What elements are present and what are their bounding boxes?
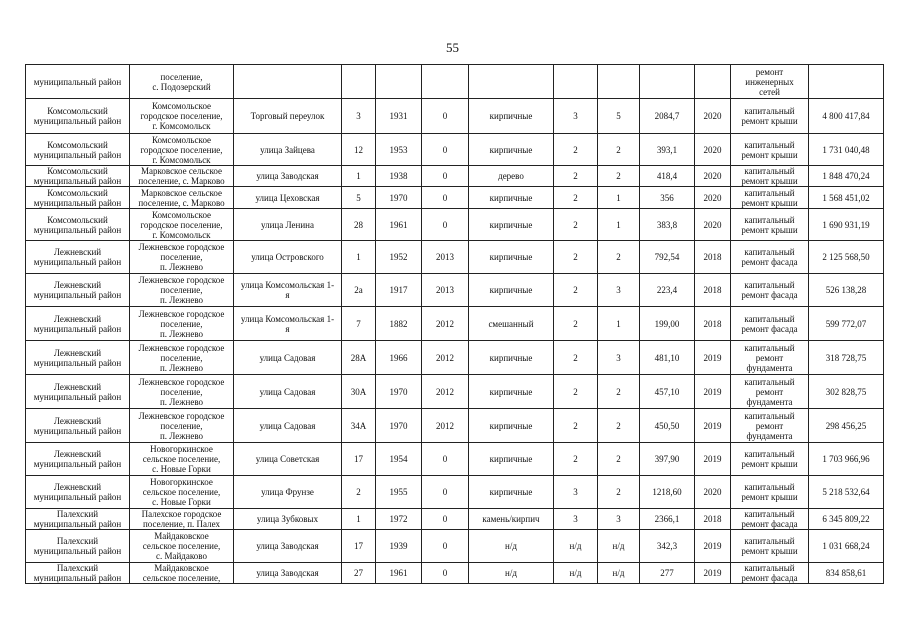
cost-cell: 1 731 040,48 [809,134,884,166]
privatization-year-cell [422,65,469,99]
build-year-cell: 1939 [376,530,422,563]
table-row [26,209,884,241]
settlement-cell: Лежневское городское поселение, п. Лежнево [130,409,234,443]
repair-year-cell: 2020 [695,476,731,509]
district-cell: Комсомольский муниципальный район [26,209,130,241]
floors-cell: 2 [554,375,598,409]
area-cell: 457,10 [640,375,695,409]
house-number-cell: 1 [342,509,376,530]
table-row [26,509,884,530]
entrances-cell: 1 [598,209,640,241]
repair-year-cell [695,65,731,99]
area-cell: 418,4 [640,166,695,187]
house-number-cell: 17 [342,443,376,476]
entrances-cell: 2 [598,443,640,476]
house-number-cell: 2а [342,274,376,307]
wall-material-cell: кирпичные [469,274,554,307]
table-row [26,563,884,584]
wall-material-cell: кирпичные [469,341,554,375]
house-number-cell: 3 [342,99,376,134]
table-row [26,476,884,509]
street-cell: улица Цеховская [234,187,342,209]
wall-material-cell: кирпичные [469,99,554,134]
table-row [26,134,884,166]
street-cell: улица Садовая [234,409,342,443]
repair-type-cell: капитальный ремонт крыши [731,443,809,476]
repair-type-cell: капитальный ремонт крыши [731,134,809,166]
build-year-cell: 1952 [376,241,422,274]
house-number-cell: 1 [342,166,376,187]
repair-year-cell: 2020 [695,187,731,209]
settlement-cell: Лежневское городское поселение, п. Лежнево [130,274,234,307]
district-cell: Лежневский муниципальный район [26,274,130,307]
repair-type-cell: капитальный ремонт фундамента [731,375,809,409]
entrances-cell: 3 [598,341,640,375]
area-cell: 792,54 [640,241,695,274]
settlement-cell: Новогоркинское сельское поселение, с. Новые Горки [130,476,234,509]
district-cell: Лежневский муниципальный район [26,307,130,341]
district-cell: Лежневский муниципальный район [26,375,130,409]
cost-cell: 298 456,25 [809,409,884,443]
privatization-year-cell: 2012 [422,341,469,375]
area-cell: 342,3 [640,530,695,563]
repair-year-cell: 2019 [695,375,731,409]
entrances-cell: 2 [598,375,640,409]
repair-year-cell: 2018 [695,509,731,530]
district-cell: Лежневский муниципальный район [26,341,130,375]
wall-material-cell: смешанный [469,307,554,341]
repair-type-cell: капитальный ремонт фасада [731,509,809,530]
area-cell: 2366,1 [640,509,695,530]
floors-cell: н/д [554,530,598,563]
street-cell: улица Садовая [234,375,342,409]
repair-type-cell: капитальный ремонт фасада [731,241,809,274]
table-row [26,341,884,375]
district-cell: Палехский муниципальный район [26,563,130,584]
repair-year-cell: 2020 [695,99,731,134]
repair-type-cell: капитальный ремонт фасада [731,563,809,584]
settlement-cell: Марковское сельское поселение, с. Марково [130,187,234,209]
table-row [26,241,884,274]
entrances-cell: 1 [598,307,640,341]
privatization-year-cell: 2012 [422,409,469,443]
build-year-cell: 1953 [376,134,422,166]
settlement-cell: Майдаковское сельское поселение, [130,563,234,584]
repair-type-cell: капитальный ремонт крыши [731,530,809,563]
repair-type-cell: капитальный ремонт фундамента [731,409,809,443]
privatization-year-cell: 0 [422,166,469,187]
house-number-cell: 1 [342,241,376,274]
street-cell: улица Садовая [234,341,342,375]
street-cell: улица Островского [234,241,342,274]
street-cell: улица Зубковых [234,509,342,530]
settlement-cell: Палехское городское поселение, п. Палех [130,509,234,530]
floors-cell: 2 [554,241,598,274]
entrances-cell: 3 [598,509,640,530]
privatization-year-cell: 0 [422,209,469,241]
cost-cell: 1 568 451,02 [809,187,884,209]
cost-cell: 599 772,07 [809,307,884,341]
page-number: 55 [446,40,459,55]
repair-type-cell: капитальный ремонт крыши [731,166,809,187]
privatization-year-cell: 0 [422,134,469,166]
area-cell: 223,4 [640,274,695,307]
repair-year-cell: 2019 [695,341,731,375]
house-number-cell: 34А [342,409,376,443]
repair-year-cell: 2019 [695,530,731,563]
house-number-cell [342,65,376,99]
repair-type-cell: капитальный ремонт крыши [731,187,809,209]
repair-year-cell: 2018 [695,274,731,307]
cost-cell: 1 031 668,24 [809,530,884,563]
privatization-year-cell: 0 [422,563,469,584]
area-cell: 383,8 [640,209,695,241]
area-cell: 199,00 [640,307,695,341]
wall-material-cell: кирпичные [469,209,554,241]
house-number-cell: 5 [342,187,376,209]
wall-material-cell: кирпичные [469,476,554,509]
repair-type-cell: капитальный ремонт фасада [731,307,809,341]
district-cell: муниципальный район [26,65,130,99]
table-row [26,375,884,409]
privatization-year-cell: 0 [422,99,469,134]
repair-year-cell: 2020 [695,166,731,187]
wall-material-cell: н/д [469,563,554,584]
table-row [26,443,884,476]
street-cell: улица Фрунзе [234,476,342,509]
settlement-cell: Лежневское городское поселение, п. Лежнево [130,375,234,409]
table-row [26,99,884,134]
area-cell: 2084,7 [640,99,695,134]
floors-cell: 2 [554,274,598,307]
repair-year-cell: 2018 [695,241,731,274]
street-cell: улица Комсомольская 1- я [234,274,342,307]
wall-material-cell: кирпичные [469,375,554,409]
table-row [26,307,884,341]
repair-year-cell: 2019 [695,563,731,584]
build-year-cell: 1966 [376,341,422,375]
wall-material-cell: кирпичные [469,134,554,166]
settlement-cell: Марковское сельское поселение, с. Марково [130,166,234,187]
build-year-cell: 1931 [376,99,422,134]
district-cell: Комсомольский муниципальный район [26,134,130,166]
entrances-cell: 2 [598,476,640,509]
district-cell: Лежневский муниципальный район [26,241,130,274]
settlement-cell: Комсомольское городское поселение, г. Комсомольск [130,134,234,166]
house-number-cell: 17 [342,530,376,563]
area-cell: 356 [640,187,695,209]
settlement-cell: Лежневское городское поселение, п. Лежнево [130,307,234,341]
district-cell: Палехский муниципальный район [26,530,130,563]
district-cell: Комсомольский муниципальный район [26,166,130,187]
table-row [26,274,884,307]
house-number-cell: 28 [342,209,376,241]
area-cell: 397,90 [640,443,695,476]
build-year-cell: 1970 [376,187,422,209]
privatization-year-cell: 0 [422,443,469,476]
cost-cell: 834 858,61 [809,563,884,584]
table-row [26,166,884,187]
floors-cell: 2 [554,341,598,375]
repair-type-cell: капитальный ремонт крыши [731,209,809,241]
wall-material-cell [469,65,554,99]
cost-cell: 526 138,28 [809,274,884,307]
floors-cell: 2 [554,134,598,166]
street-cell: улица Заводская [234,166,342,187]
entrances-cell: 2 [598,409,640,443]
repair-year-cell: 2018 [695,307,731,341]
entrances-cell: н/д [598,530,640,563]
build-year-cell: 1955 [376,476,422,509]
district-cell: Палехский муниципальный район [26,509,130,530]
district-cell: Лежневский муниципальный район [26,409,130,443]
floors-cell: 3 [554,509,598,530]
cost-cell [809,65,884,99]
build-year-cell: 1972 [376,509,422,530]
privatization-year-cell: 0 [422,530,469,563]
wall-material-cell: камень/кирпич [469,509,554,530]
house-number-cell: 27 [342,563,376,584]
district-cell: Лежневский муниципальный район [26,476,130,509]
table-row [26,409,884,443]
area-cell [640,65,695,99]
cost-cell: 1 848 470,24 [809,166,884,187]
privatization-year-cell: 0 [422,187,469,209]
house-number-cell: 2 [342,476,376,509]
table-row [26,65,884,99]
street-cell: улица Заводская [234,530,342,563]
build-year-cell: 1882 [376,307,422,341]
entrances-cell [598,65,640,99]
street-cell: улица Заводская [234,563,342,584]
table-row [26,530,884,563]
wall-material-cell: н/д [469,530,554,563]
build-year-cell: 1970 [376,409,422,443]
entrances-cell: 5 [598,99,640,134]
cost-cell: 4 800 417,84 [809,99,884,134]
district-cell: Комсомольский муниципальный район [26,187,130,209]
privatization-year-cell: 2013 [422,274,469,307]
build-year-cell: 1938 [376,166,422,187]
area-cell: 277 [640,563,695,584]
cost-cell: 2 125 568,50 [809,241,884,274]
cost-cell: 302 828,75 [809,375,884,409]
settlement-cell: Лежневское городское поселение, п. Лежнево [130,341,234,375]
floors-cell: н/д [554,563,598,584]
build-year-cell: 1917 [376,274,422,307]
entrances-cell: 2 [598,134,640,166]
floors-cell: 3 [554,99,598,134]
repair-year-cell: 2019 [695,409,731,443]
wall-material-cell: дерево [469,166,554,187]
area-cell: 393,1 [640,134,695,166]
cost-cell: 1 690 931,19 [809,209,884,241]
privatization-year-cell: 2013 [422,241,469,274]
area-cell: 481,10 [640,341,695,375]
street-cell: улица Ленина [234,209,342,241]
housing-repair-table [25,64,884,584]
street-cell [234,65,342,99]
repair-type-cell: капитальный ремонт фасада [731,274,809,307]
street-cell: Торговый переулок [234,99,342,134]
house-number-cell: 30А [342,375,376,409]
floors-cell: 2 [554,443,598,476]
repair-type-cell: капитальный ремонт крыши [731,476,809,509]
floors-cell: 2 [554,307,598,341]
repair-type-cell: ремонт инженерных сетей [731,65,809,99]
street-cell: улица Советская [234,443,342,476]
floors-cell [554,65,598,99]
privatization-year-cell: 0 [422,476,469,509]
wall-material-cell: кирпичные [469,241,554,274]
privatization-year-cell: 2012 [422,375,469,409]
settlement-cell: Новогоркинское сельское поселение, с. Новые Горки [130,443,234,476]
wall-material-cell: кирпичные [469,409,554,443]
table-row [26,187,884,209]
cost-cell: 5 218 532,64 [809,476,884,509]
district-cell: Лежневский муниципальный район [26,443,130,476]
wall-material-cell: кирпичные [469,443,554,476]
area-cell: 1218,60 [640,476,695,509]
cost-cell: 1 703 966,96 [809,443,884,476]
entrances-cell: н/д [598,563,640,584]
district-cell: Комсомольский муниципальный район [26,99,130,134]
privatization-year-cell: 2012 [422,307,469,341]
cost-cell: 6 345 809,22 [809,509,884,530]
privatization-year-cell: 0 [422,509,469,530]
build-year-cell: 1961 [376,209,422,241]
build-year-cell: 1961 [376,563,422,584]
street-cell: улица Зайцева [234,134,342,166]
repair-year-cell: 2020 [695,134,731,166]
floors-cell: 2 [554,166,598,187]
settlement-cell: Комсомольское городское поселение, г. Комсомольск [130,209,234,241]
entrances-cell: 1 [598,187,640,209]
floors-cell: 2 [554,409,598,443]
house-number-cell: 12 [342,134,376,166]
wall-material-cell: кирпичные [469,187,554,209]
street-cell: улица Комсомольская 1- я [234,307,342,341]
repair-type-cell: капитальный ремонт фундамента [731,341,809,375]
repair-year-cell: 2020 [695,209,731,241]
build-year-cell: 1970 [376,375,422,409]
build-year-cell [376,65,422,99]
house-number-cell: 28А [342,341,376,375]
floors-cell: 3 [554,476,598,509]
area-cell: 450,50 [640,409,695,443]
repair-type-cell: капитальный ремонт крыши [731,99,809,134]
entrances-cell: 3 [598,274,640,307]
repair-year-cell: 2019 [695,443,731,476]
entrances-cell: 2 [598,166,640,187]
settlement-cell: Лежневское городское поселение, п. Лежнево [130,241,234,274]
build-year-cell: 1954 [376,443,422,476]
settlement-cell: Комсомольское городское поселение, г. Комсомольск [130,99,234,134]
entrances-cell: 2 [598,241,640,274]
floors-cell: 2 [554,187,598,209]
settlement-cell: поселение, с. Подозерский [130,65,234,99]
settlement-cell: Майдаковское сельское поселение, с. Майдаково [130,530,234,563]
cost-cell: 318 728,75 [809,341,884,375]
floors-cell: 2 [554,209,598,241]
house-number-cell: 7 [342,307,376,341]
